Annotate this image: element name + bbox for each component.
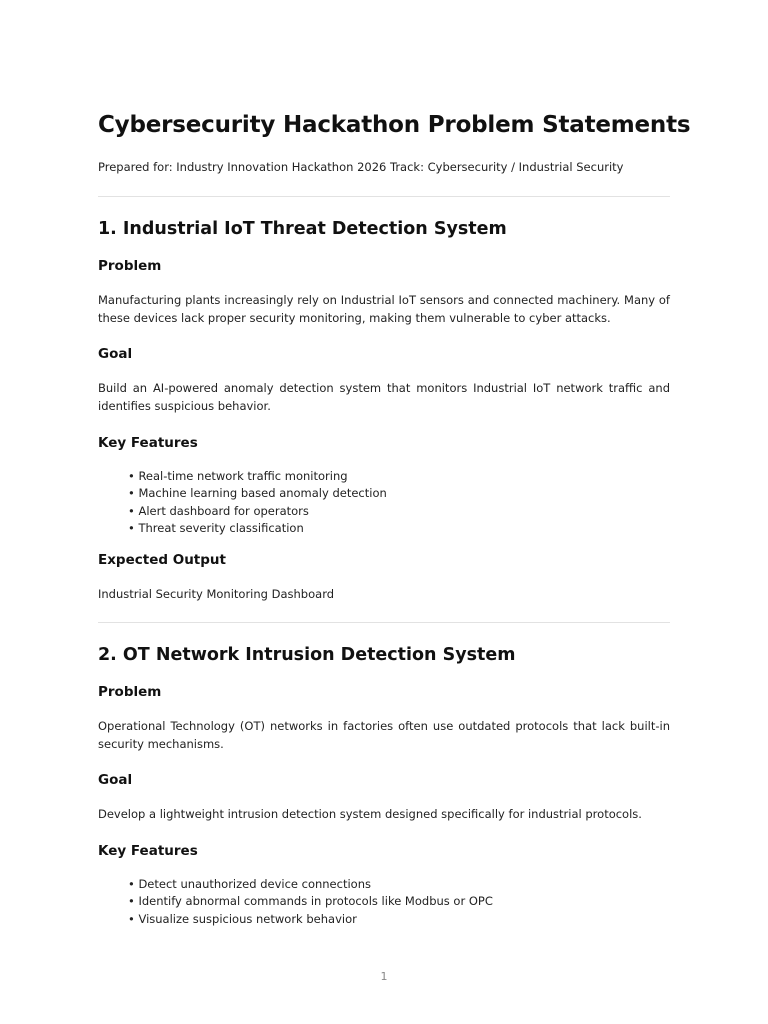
section-1-output-text: Industrial Security Monitoring Dashboard xyxy=(98,587,335,601)
section-1-features-heading: Key Features xyxy=(98,435,198,451)
document-subtitle: Prepared for: Industry Innovation Hackathon 2026 Track: Cybersecurity / Industrial Security xyxy=(98,160,624,174)
document-title: Cybersecurity Hackathon Problem Statements xyxy=(98,112,691,138)
section-1-goal-text: Build an AI-powered anomaly detection system that monitors Industrial IoT network traffic and identifies suspicious behavior. xyxy=(98,381,670,413)
list-item: • Real-time network traffic monitoring xyxy=(128,468,387,485)
section-divider xyxy=(98,196,670,197)
section-2-features-list xyxy=(128,876,493,928)
list-item: • Visualize suspicious network behavior xyxy=(128,911,493,928)
list-item: • Identify abnormal commands in protocols like Modbus or OPC xyxy=(128,893,493,910)
list-item: • Threat severity classification xyxy=(128,520,387,537)
section-divider xyxy=(98,622,670,623)
list-item: • Machine learning based anomaly detection xyxy=(128,485,387,502)
section-1-output-heading: Expected Output xyxy=(98,552,226,568)
section-2-heading: 2. OT Network Intrusion Detection System xyxy=(98,645,516,665)
section-1-goal-heading: Goal xyxy=(98,346,133,362)
section-2-problem-text: Operational Technology (OT) networks in factories often use outdated protocols that lack built-in security mechanisms. xyxy=(98,719,670,751)
section-1-features-list xyxy=(128,468,387,537)
section-1-heading: 1. Industrial IoT Threat Detection System xyxy=(98,219,507,239)
section-1-problem-heading: Problem xyxy=(98,258,162,274)
list-item: • Alert dashboard for operators xyxy=(128,503,387,520)
section-2-problem-heading: Problem xyxy=(98,684,162,700)
section-2-goal-text: Develop a lightweight intrusion detection system designed specifically for industrial protocols. xyxy=(98,807,642,821)
section-1-problem-text: Manufacturing plants increasingly rely on Industrial IoT sensors and connected machinery. Many of these devices lack proper security monitoring, making them vulnerable to cyber attacks. xyxy=(98,293,670,325)
list-item: • Detect unauthorized device connections xyxy=(128,876,493,893)
section-2-goal-heading: Goal xyxy=(98,772,133,788)
page-number: 1 xyxy=(380,970,388,983)
section-2-features-heading: Key Features xyxy=(98,843,198,859)
